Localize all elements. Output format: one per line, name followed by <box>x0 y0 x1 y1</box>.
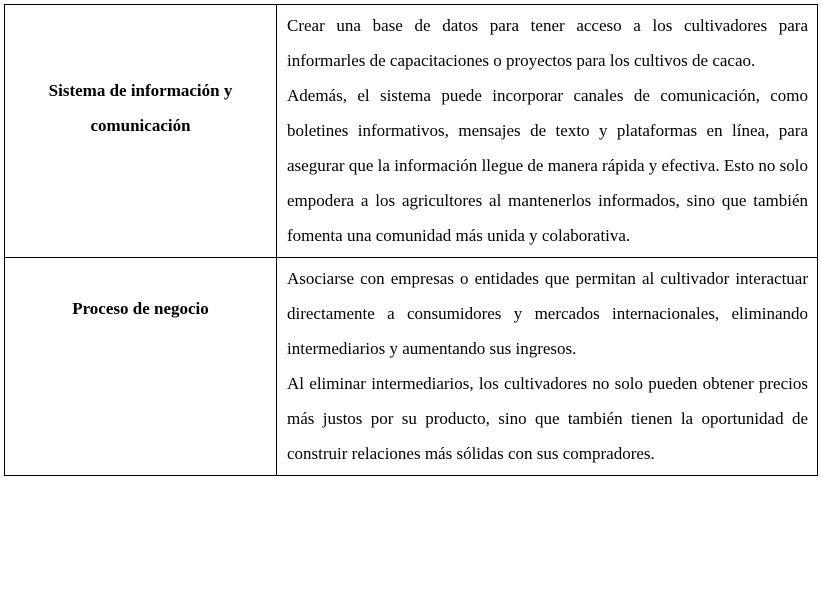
body-paragraph: Asociarse con empresas o entidades que permitan al cultivador interactuar directamente a consumidores y mercados internacionales, eliminando intermediarios y aumentando sus ingresos. <box>287 269 808 358</box>
body-paragraph: Crear una base de datos para tener acceso a los cultivadores para informarles de capacitaciones o proyectos para los cultivos de cacao. <box>287 16 808 70</box>
row-label-cell-sistema-de-informacion-y-comunicacion <box>5 5 277 258</box>
row-body-cell-sistema-de-informacion-y-comunicacion <box>277 5 818 258</box>
row-label-text <box>5 258 276 326</box>
table-body <box>5 5 818 476</box>
row-label-line-1: Proceso de negocio <box>72 299 209 318</box>
table-row <box>5 5 818 258</box>
table-row <box>5 258 818 476</box>
body-paragraph: Además, el sistema puede incorporar canales de comunicación, como boletines informativos, mensajes de texto y plataformas en línea, para asegurar que la información llegue de manera rápida y efectiva. Esto no solo empodera a los agricultores al mantenerlos informados, sino que también fomenta una comunidad más unida y colaborativa. <box>287 86 808 245</box>
row-label-text <box>5 5 276 143</box>
row-label-line-2: comunicación <box>90 116 191 135</box>
body-paragraph: Al eliminar intermediarios, los cultivadores no solo pueden obtener precios más justos por su producto, sino que también tienen la oportunidad de construir relaciones más sólidas con sus compradores. <box>287 374 808 463</box>
content-table <box>4 4 818 476</box>
row-body-cell-proceso-de-negocio <box>277 258 818 476</box>
row-label-line-1: Sistema de información y <box>48 81 233 100</box>
row-label-cell-proceso-de-negocio <box>5 258 277 476</box>
